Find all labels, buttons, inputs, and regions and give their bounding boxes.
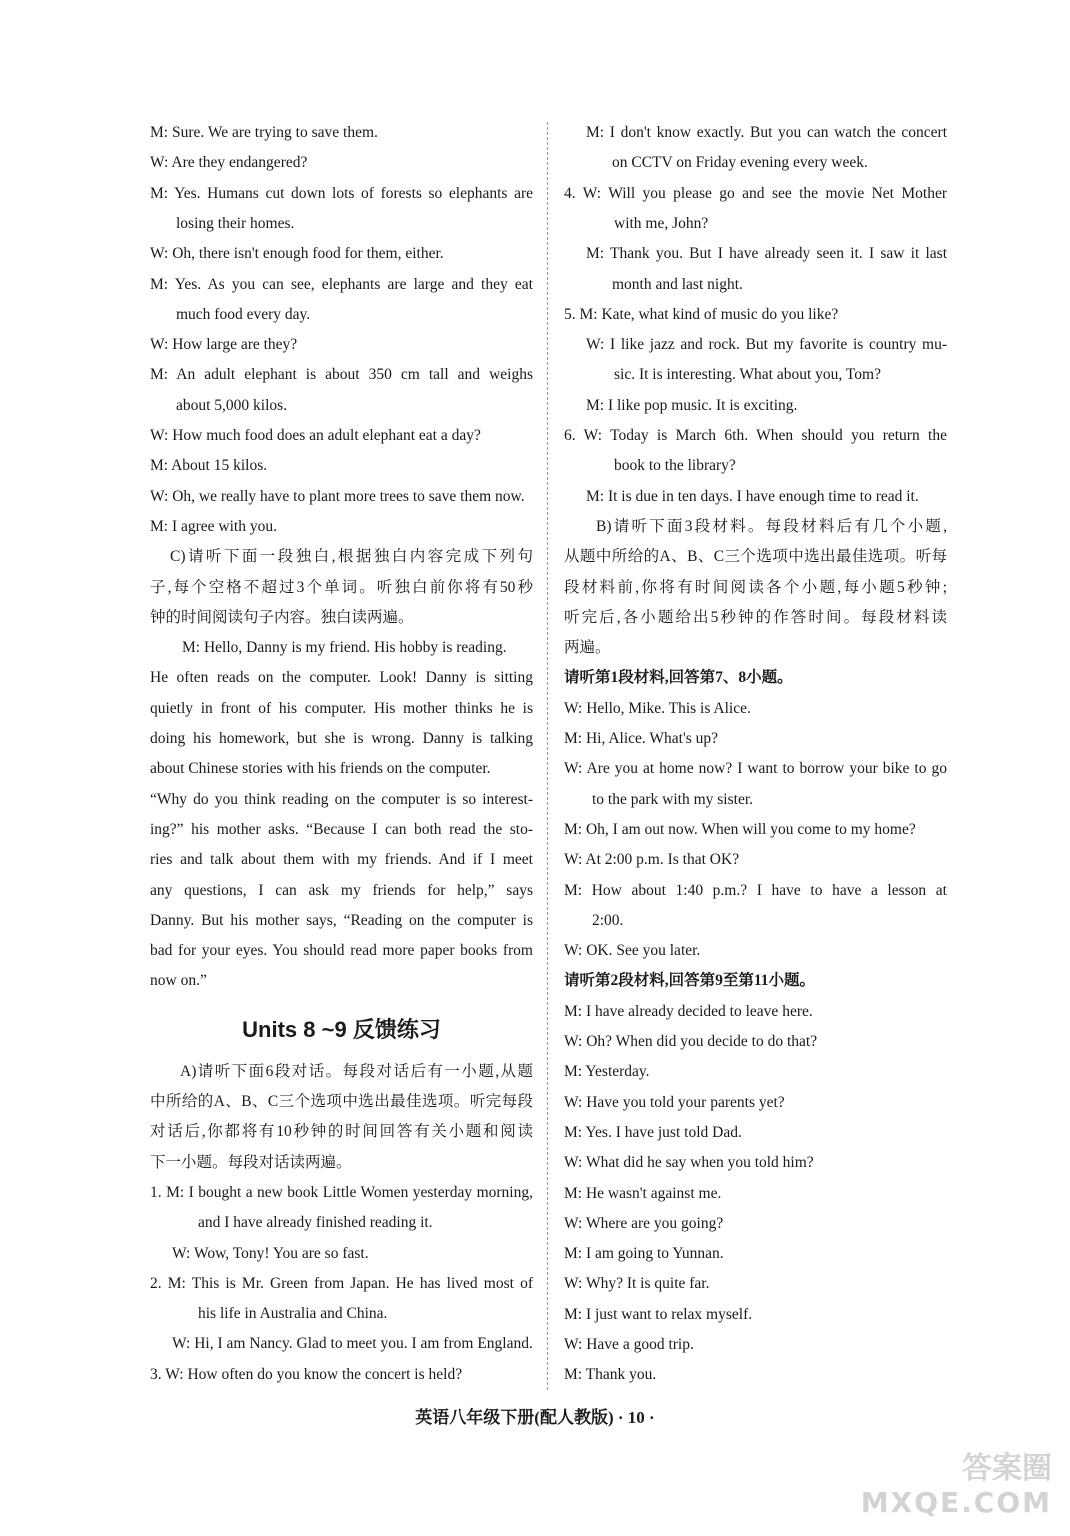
text-line: W: Where are you going?: [564, 1214, 724, 1232]
text-line: W: Are you at home now? I want to borrow your bike to go: [564, 760, 947, 778]
text-line: M: I don't know exactly. But you can watch the concert: [586, 124, 947, 141]
text-line: W: OK. See you later.: [564, 942, 701, 960]
text-line: 4. W: Will you please go and see the movie Net Mother: [564, 184, 947, 202]
text-line: M: He wasn't against me.: [564, 1184, 722, 1202]
text-line: any questions, I can ask my friends for help,” says: [150, 881, 533, 899]
text-line: Danny. But his mother says, “Reading on the computer is: [150, 911, 533, 929]
text-line: W: Oh? When did you decide to do that?: [564, 1033, 818, 1050]
text-line: W: How large are they?: [150, 336, 298, 354]
text-line: W: At 2:00 p.m. Is that OK?: [564, 851, 740, 869]
text-line: M: I just want to relax myself.: [564, 1305, 753, 1323]
text-line: 听完后,各小题给出5秒钟的作答时间。每段材料读: [564, 608, 947, 626]
section-heading: Units 8 ~9 反馈练习: [242, 1016, 441, 1042]
text-line: M: Oh, I am out now. When will you come to my home?: [564, 820, 916, 838]
text-line: B)请听下面3段材料。每段材料后有几个小题,: [596, 517, 947, 535]
text-line: on CCTV on Friday evening every week.: [612, 154, 868, 172]
text-line: W: Hello, Mike. This is Alice.: [564, 699, 751, 717]
text-line: and I have already finished reading it.: [198, 1214, 433, 1232]
text-line: 请听第2段材料,回答第9至第11小题。: [564, 972, 816, 990]
text-line: ing?” his mother asks. “Because I can both read the sto-: [150, 820, 533, 838]
text-line: W: Oh, there isn't enough food for them, either.: [150, 245, 444, 263]
text-line: quietly in front of his computer. His mother thinks he is: [150, 699, 533, 717]
text-line: M: Yes. Humans cut down lots of forests so elephants are: [150, 184, 533, 202]
text-line: 子,每个空格不超过3个单词。听独白前你将有50秒: [150, 578, 533, 596]
text-line: 请听第1段材料,回答第7、8小题。: [564, 669, 793, 687]
text-line: W: Have you told your parents yet?: [564, 1093, 785, 1111]
text-line: W: How much food does an adult elephant eat a day?: [150, 427, 481, 444]
text-line: 从题中所给的A、B、C三个选项中选出最佳选项。听每: [564, 548, 947, 566]
text-line: 5. M: Kate, what kind of music do you like?: [564, 305, 839, 323]
text-line: A)请听下面6段对话。每段对话后有一小题,从题: [180, 1062, 533, 1080]
text-line: bad for your eyes. You should read more paper books from: [150, 942, 533, 960]
text-line: M: Thank you. But I have already seen it. I saw it last: [586, 245, 947, 263]
text-line: 6. W: Today is March 6th. When should you return the: [564, 427, 947, 444]
text-line: W: Oh, we really have to plant more trees to save them now.: [150, 487, 525, 505]
text-line: M: Thank you.: [564, 1366, 657, 1384]
text-line: 3. W: How often do you know the concert is held?: [150, 1365, 463, 1383]
text-line: W: I like jazz and rock. But my favorite is country mu-: [586, 336, 947, 354]
watermark-logo: [822, 1452, 1052, 1526]
text-line: to the park with my sister.: [592, 790, 754, 808]
text-line: M: I am going to Yunnan.: [564, 1245, 724, 1263]
text-line: M: I like pop music. It is exciting.: [586, 396, 798, 414]
text-line: 中所给的A、B、C三个选项中选出最佳选项。听完每段: [150, 1093, 533, 1110]
text-line: M: How about 1:40 p.m.? I have to have a lesson at: [564, 881, 947, 899]
text-line: M: I agree with you.: [150, 517, 277, 535]
text-line: 1. M: I bought a new book Little Women yesterday morning,: [150, 1183, 533, 1201]
text-line: 段材料前,你将有时间阅读各个小题,每小题5秒钟;: [564, 578, 947, 596]
text-line: about 5,000 kilos.: [176, 396, 288, 414]
text-line: M: Hello, Danny is my friend. His hobby is reading.: [182, 639, 507, 657]
text-line: losing their homes.: [176, 214, 295, 232]
text-line: with me, John?: [614, 214, 709, 232]
text-line: W: Wow, Tony! You are so fast.: [172, 1244, 369, 1262]
text-line: M: Yes. I have just told Dad.: [564, 1123, 742, 1141]
text-line: M: About 15 kilos.: [150, 457, 268, 475]
text-line: his life in Australia and China.: [198, 1305, 388, 1323]
text-line: M: An adult elephant is about 350 cm tall and weighs: [150, 366, 533, 384]
text-line: 下一小题。每段对话读两遍。: [150, 1153, 352, 1171]
text-line: M: Sure. We are trying to save them.: [150, 124, 378, 141]
text-line: “Why do you think reading on the computer is so interest-: [150, 790, 533, 808]
text-line: about Chinese stories with his friends on the computer.: [150, 760, 491, 778]
text-line: ries and talk about them with my friends. And if I meet: [150, 851, 533, 869]
text-line: W: What did he say when you told him?: [564, 1154, 814, 1172]
text-line: He often reads on the computer. Look! Danny is sitting: [150, 669, 533, 687]
text-line: W: Why? It is quite far.: [564, 1275, 710, 1293]
text-line: sic. It is interesting. What about you, Tom?: [614, 366, 881, 384]
text-line: 对话后,你都将有10秒钟的时间回答有关小题和阅读: [150, 1123, 533, 1141]
text-line: W: Hi, I am Nancy. Glad to meet you. I am from England.: [172, 1335, 533, 1353]
text-line: much food every day.: [176, 305, 311, 323]
text-line: W: Are they endangered?: [150, 154, 308, 172]
text-line: M: Yesterday.: [564, 1063, 650, 1081]
text-line: doing his homework, but she is wrong. Danny is talking: [150, 730, 533, 747]
watermark-line-2: MXQE.COM: [860, 1486, 1052, 1519]
watermark-line-1: 答案圈: [962, 1451, 1052, 1486]
text-line: now on.”: [150, 972, 207, 990]
text-line: 两遍。: [564, 639, 611, 657]
text-line: C)请听下面一段独白,根据独白内容完成下列句: [170, 548, 533, 566]
text-line: month and last night.: [612, 275, 743, 293]
text-line: book to the library?: [614, 457, 736, 475]
text-line: M: I have already decided to leave here.: [564, 1002, 813, 1020]
text-line: M: Hi, Alice. What's up?: [564, 730, 719, 747]
text-line: 钟的时间阅读句子内容。独白读两遍。: [150, 608, 414, 626]
text-line: 2:00.: [592, 911, 624, 929]
column-divider: [547, 122, 548, 1390]
text-line: 2. M: This is Mr. Green from Japan. He has lived most of: [150, 1274, 533, 1292]
text-line: M: It is due in ten days. I have enough time to read it.: [586, 487, 919, 505]
text-line: M: Yes. As you can see, elephants are large and they eat: [150, 275, 533, 293]
page-footer: 英语八年级下册(配人教版) · 10 ·: [415, 1408, 655, 1427]
text-line: W: Have a good trip.: [564, 1336, 694, 1353]
